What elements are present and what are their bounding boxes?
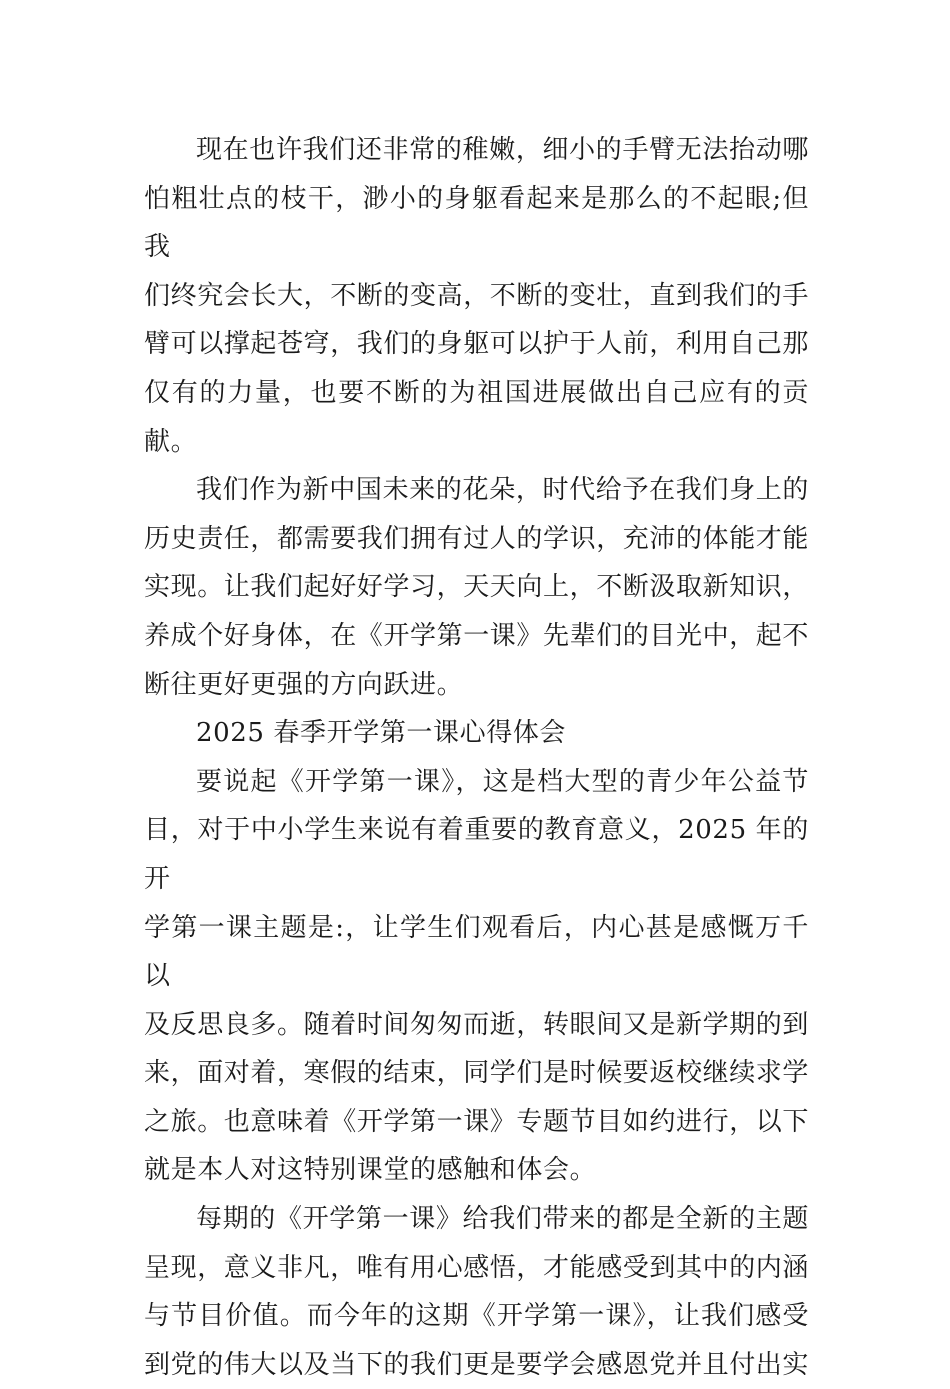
paragraph-responsibility — [144, 466, 809, 709]
text-line: 怕粗壮点的枝干，渺小的身躯看起来是那么的不起眼;但我 — [144, 183, 809, 263]
text-line: 就是本人对这特别课堂的感触和体会。 — [144, 1155, 597, 1186]
paragraph-theme — [144, 1195, 809, 1389]
text-line: 及反思良多。随着时间匆匆而逝，转眼间又是新学期的到 — [144, 1009, 810, 1040]
text-line: 实现。让我们起好好学习，天天向上，不断汲取新知识， — [144, 572, 810, 603]
text-line: 断往更好更强的方向跃进。 — [144, 669, 464, 700]
text-line: 现在也许我们还非常的稚嫩，细小的手臂无法抬动哪 — [196, 135, 809, 165]
text-line: 呈现，意义非凡，唯有用心感悟，才能感受到其中的内涵 — [144, 1252, 810, 1283]
paragraph-program-intro — [144, 758, 809, 1195]
text-line: 仅有的力量，也要不断的为祖国进展做出自己应有的贡献。 — [144, 377, 809, 457]
paragraph-growing-up — [144, 126, 809, 466]
text-line: 之旅。也意味着《开学第一课》专题节目如约进行，以下 — [144, 1106, 810, 1137]
text-line: 要说起《开学第一课》，这是档大型的青少年公益节 — [196, 766, 809, 797]
text-line: 养成个好身体，在《开学第一课》先辈们的目光中，起不 — [144, 620, 810, 651]
text-line: 学第一课主题是:，让学生们观看后，内心甚是感慨万千以 — [144, 912, 809, 992]
text-line: 与节目价值。而今年的这期《开学第一课》，让我们感受 — [144, 1301, 809, 1332]
text-line: 每期的《开学第一课》给我们带来的都是全新的主题 — [196, 1204, 809, 1235]
text-line: 来，面对着，寒假的结束，同学们是时候要返校继续求学 — [144, 1058, 810, 1089]
text-line: 们终究会长大，不断的变高，不断的变壮，直到我们的手 — [144, 280, 810, 311]
section-heading: 2025 春季开学第一课心得体会 — [196, 718, 567, 749]
text-line: 历史责任，都需要我们拥有过人的学识，充沛的体能才能 — [144, 523, 810, 554]
document-body — [144, 126, 809, 1389]
text-line: 臂可以撑起苍穹，我们的身躯可以护于人前，利用自己那 — [144, 329, 810, 360]
text-line: 目，对于中小学生来说有着重要的教育意义，2025 年的开 — [144, 815, 809, 894]
text-line: 我们作为新中国未来的花朵，时代给予在我们身上的 — [196, 475, 809, 506]
text-line: 到党的伟大以及当下的我们更是要学会感恩党并且付出实 — [144, 1349, 810, 1380]
